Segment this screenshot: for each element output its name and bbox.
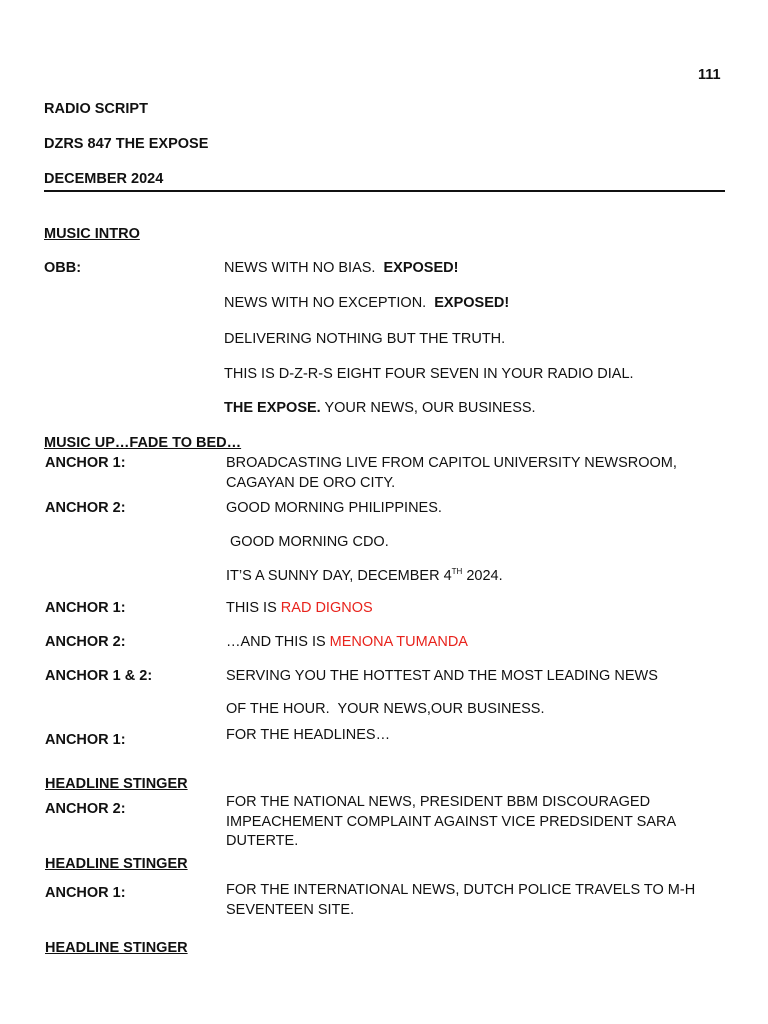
anchor2-greet-line-1: GOOD MORNING PHILIPPINES.: [226, 500, 442, 516]
anchor2-name-intro: …AND THIS IS: [226, 634, 330, 650]
obb-line-1-bold: EXPOSED!: [383, 260, 459, 276]
header-date: DECEMBER 2024: [44, 171, 164, 187]
anchor1-intl-speaker: ANCHOR 1:: [45, 885, 126, 901]
header-station: DZRS 847 THE EXPOSE: [44, 136, 209, 152]
anchor2-greet-line-3: [226, 567, 503, 584]
anchor2-national-speaker: ANCHOR 2:: [45, 801, 126, 817]
anchor1-headlines-speaker: ANCHOR 1:: [45, 732, 126, 748]
anchor1-broadcast-speaker: ANCHOR 1:: [45, 455, 126, 471]
obb-line-3: DELIVERING NOTHING BUT THE TRUTH.: [224, 331, 506, 347]
anchor-both-line-2: OF THE HOUR. YOUR NEWS,OUR BUSINESS.: [226, 701, 545, 717]
anchor2-name-line: [226, 634, 468, 650]
cue-music-intro: MUSIC INTRO: [44, 226, 140, 242]
header-rule: [44, 190, 725, 192]
anchor-both-speaker: ANCHOR 1 & 2:: [45, 668, 153, 684]
obb-line-1: [224, 260, 458, 276]
page-number: 111: [698, 67, 721, 83]
anchor1-name-red: RAD DIGNOS: [280, 600, 373, 616]
obb-line-2-text: NEWS WITH NO EXCEPTION.: [224, 295, 427, 311]
anchor2-name-red: MENONA TUMANDA: [329, 634, 468, 650]
obb-line-5: [224, 400, 536, 416]
obb-line-5-text: YOUR NEWS, OUR BUSINESS.: [324, 400, 536, 416]
obb-speaker: OBB:: [44, 260, 82, 276]
cue-headline-stinger-1: HEADLINE STINGER: [45, 776, 188, 792]
anchor1-name-intro: THIS IS: [226, 600, 281, 616]
anchor1-headlines-text: FOR THE HEADLINES…: [226, 727, 391, 743]
cue-headline-stinger-3: HEADLINE STINGER: [45, 940, 188, 956]
date-year: 2024.: [462, 568, 503, 584]
cue-music-up: MUSIC UP…FADE TO BED…: [44, 435, 242, 451]
cue-headline-stinger-2: HEADLINE STINGER: [45, 856, 188, 872]
anchor-both-line-1: SERVING YOU THE HOTTEST AND THE MOST LEADING NEWS: [226, 668, 658, 684]
header-radio-script: RADIO SCRIPT: [44, 101, 148, 117]
anchor1-name-line: [226, 600, 373, 616]
date-superscript: TH: [451, 567, 463, 576]
obb-line-2: [224, 295, 509, 311]
obb-line-5-bold: THE EXPOSE.: [224, 400, 321, 416]
anchor1-intl-text: FOR THE INTERNATIONAL NEWS, DUTCH POLICE TRAVELS TO M-H SEVENTEEN SITE.: [226, 882, 696, 918]
anchor2-name-speaker: ANCHOR 2:: [45, 634, 126, 650]
date-text: IT’S A SUNNY DAY, DECEMBER 4: [226, 568, 452, 584]
obb-line-4: THIS IS D-Z-R-S EIGHT FOUR SEVEN IN YOUR RADIO DIAL.: [224, 366, 634, 382]
obb-line-2-bold: EXPOSED!: [434, 295, 510, 311]
anchor1-name-speaker: ANCHOR 1:: [45, 600, 126, 616]
anchor2-greet-line-2: GOOD MORNING CDO.: [226, 534, 389, 550]
anchor2-national-text: FOR THE NATIONAL NEWS, PRESIDENT BBM DISCOURAGED IMPEACHEMENT COMPLAINT AGAINST VICE PREDSIDENT SARA DUTERTE.: [226, 794, 676, 849]
anchor1-broadcast-text: BROADCASTING LIVE FROM CAPITOL UNIVERSITY NEWSROOM, CAGAYAN DE ORO CITY.: [226, 455, 677, 491]
obb-line-1-text: NEWS WITH NO BIAS.: [224, 260, 376, 276]
anchor2-greet-speaker: ANCHOR 2:: [45, 500, 126, 516]
